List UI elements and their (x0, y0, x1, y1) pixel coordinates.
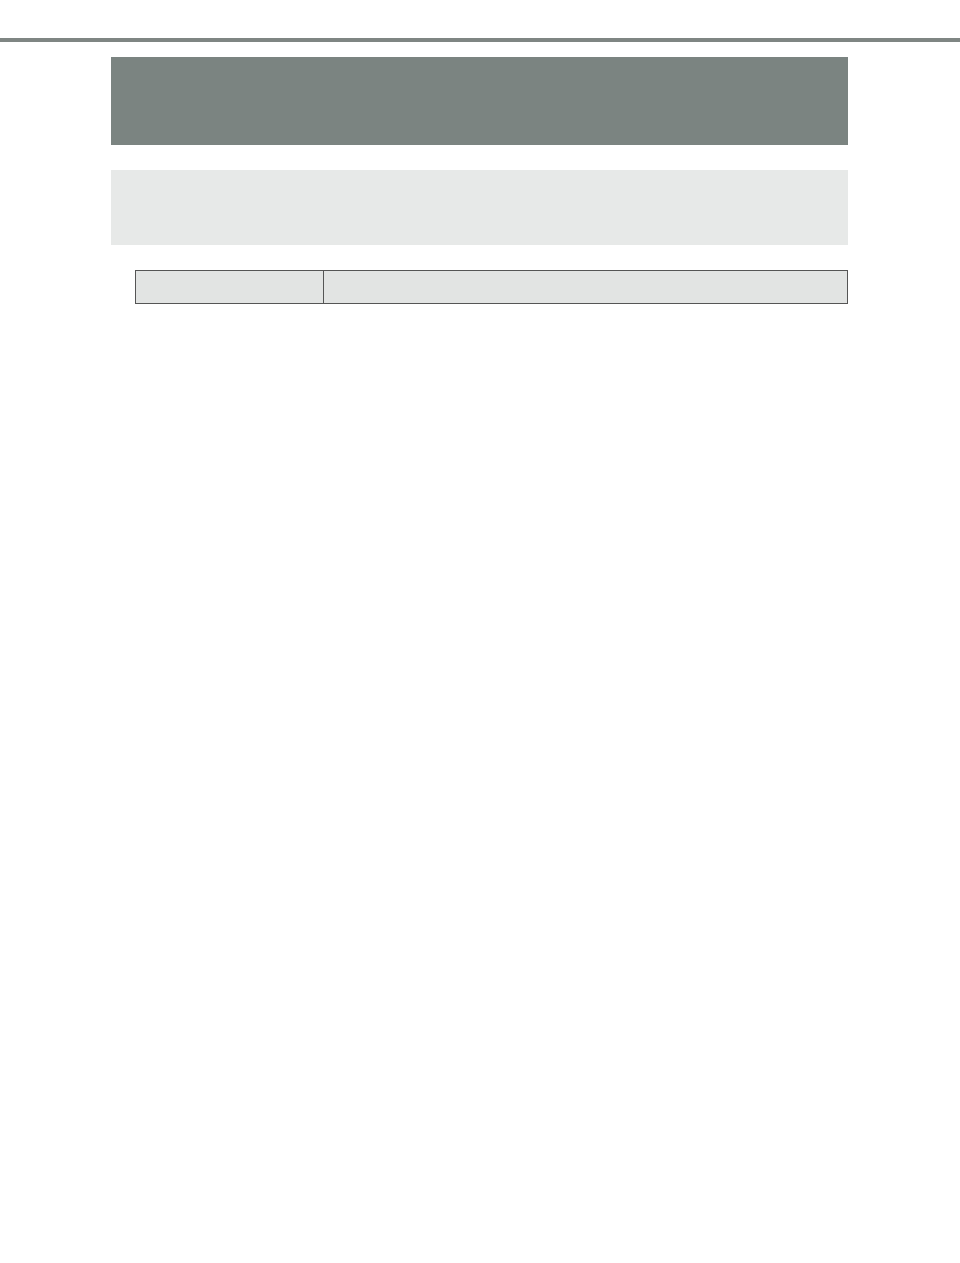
tools-table (135, 270, 848, 304)
section-banner (111, 57, 848, 145)
column-header-items (136, 271, 324, 304)
intro-box (111, 170, 848, 245)
table-header-row (136, 271, 848, 304)
column-header-parts (324, 271, 848, 304)
header-rule (0, 38, 960, 42)
